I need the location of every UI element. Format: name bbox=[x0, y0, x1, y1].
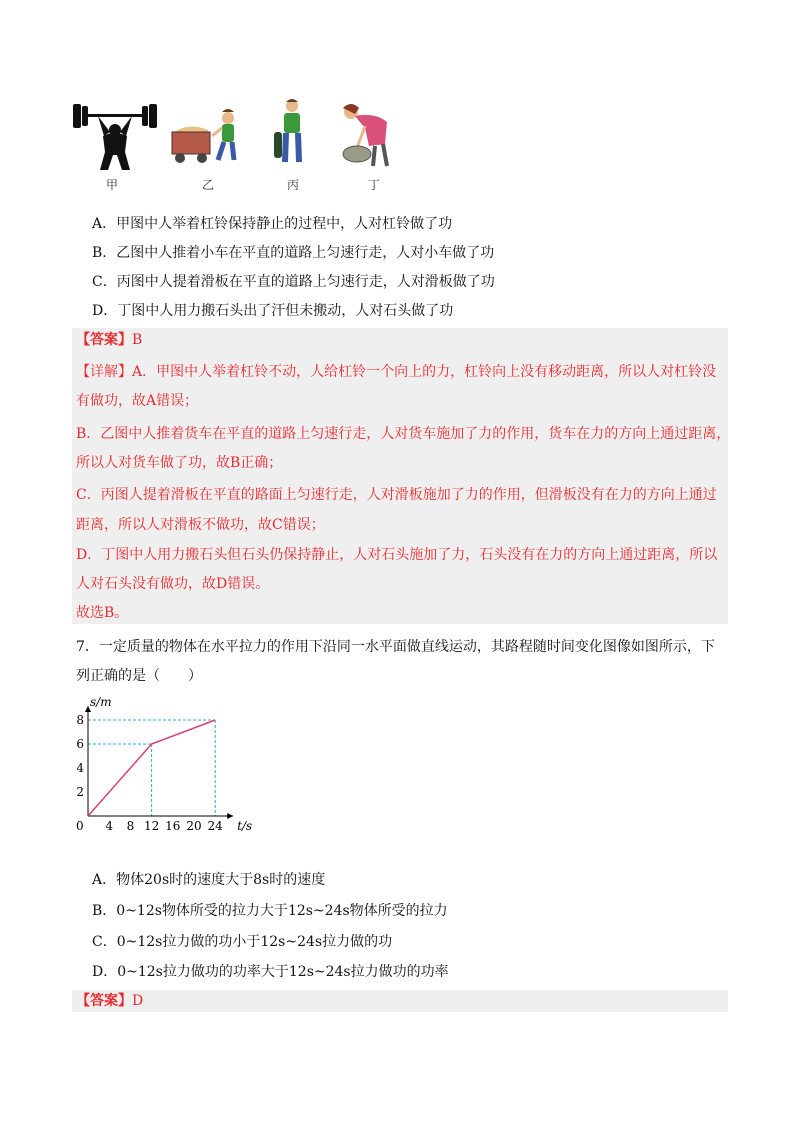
x-axis-label: t/s bbox=[237, 819, 253, 833]
q6-detail-line-5: C．丙图人提着滑板在平直的路面上匀速行走，人对滑板施加了力的作用，但滑板没有在力的方向上通过 bbox=[76, 487, 717, 503]
q7-stem-line-1: 7．一定质量的物体在水平拉力的作用下沿同一水平面做直线运动，其路程随时间变化图像如图所示，下 bbox=[76, 639, 715, 655]
x-tick-label-12: 12 bbox=[143, 819, 160, 833]
q6-detail-line-7: D．丁图中人用力搬石头但石头仍保持静止，人对石头施加了力，石头没有在力的方向上通过距离，所以 bbox=[76, 547, 718, 563]
q6-detail-line-1: 【详解】A．甲图中人举着杠铃不动，人给杠铃一个向上的力，杠铃向上没有移动距离，所以人对杠铃没 bbox=[76, 364, 717, 380]
skateboard-carrier-icon bbox=[270, 96, 310, 168]
q7-option-a: A．物体20s时的速度大于8s时的速度 bbox=[92, 872, 326, 888]
q7-option-b: B．0~12s物体所受的拉力大于12s~24s物体所受的拉力 bbox=[92, 903, 448, 919]
weightlifter-icon bbox=[70, 100, 160, 172]
x-tick-label-20: 20 bbox=[186, 819, 202, 833]
q7-answer-tag: 【答案】 bbox=[76, 993, 132, 1009]
q6-detail-line-9: 故选B。 bbox=[76, 605, 129, 621]
x-axis-arrow bbox=[227, 813, 233, 819]
q7-option-d: D．0~12s拉力做功的功率大于12s~24s拉力做功的功率 bbox=[92, 964, 449, 980]
q6-detail-line-3: B．乙图中人推着货车在平直的道路上匀速行走，人对货车施加了力的作用，货车在力的方向上通过距离， bbox=[76, 426, 731, 442]
q7-option-c: C．0~12s拉力做的功小于12s~24s拉力做的功 bbox=[92, 934, 393, 950]
x-tick-label-24: 24 bbox=[207, 819, 223, 833]
y-tick-label-8: 8 bbox=[76, 713, 84, 727]
cart-pusher-icon bbox=[168, 100, 248, 170]
q6-detail-line-2: 有做功，故A错误； bbox=[76, 393, 199, 409]
q6-answer-value: B bbox=[132, 332, 143, 348]
y-tick-label-6: 6 bbox=[76, 737, 84, 751]
q7-stem-line-2: 列正确的是（ ） bbox=[76, 668, 202, 684]
q6-detail-line-6: 距离，所以人对滑板不做功，故C错误； bbox=[76, 517, 325, 533]
figure-label-jia: 甲 bbox=[106, 178, 119, 192]
figure-label-ding: 丁 bbox=[368, 178, 381, 192]
stone-lifter-icon bbox=[335, 98, 405, 170]
x-tick-label-16: 16 bbox=[165, 819, 181, 833]
y-tick-label-4: 4 bbox=[76, 761, 84, 775]
q6-option-a: A．甲图中人举着杠铃保持静止的过程中，人对杠铃做了功 bbox=[92, 216, 453, 232]
q6-option-d: D．丁图中人用力搬石头出了汗但未搬动，人对石头做了功 bbox=[92, 303, 454, 319]
y-tick-label-2: 2 bbox=[76, 785, 84, 799]
x-tick-label-4: 4 bbox=[105, 819, 114, 833]
x-tick-label-0: 0 bbox=[76, 819, 84, 833]
q6-detail-line-8: 人对石头没有做功，故D错误。 bbox=[76, 576, 270, 592]
q6-answer-tag: 【答案】 bbox=[76, 332, 132, 348]
figure-label-bing: 丙 bbox=[287, 178, 300, 192]
distance-time-chart bbox=[68, 690, 268, 840]
q6-option-c: C．丙图中人提着滑板在平直的道路上匀速行走，人对滑板做了功 bbox=[92, 274, 495, 290]
y-axis-label: s/m bbox=[90, 695, 112, 709]
q7-answer-value: D bbox=[132, 993, 144, 1009]
q6-option-b: B．乙图中人推着小车在平直的道路上匀速行走，人对小车做了功 bbox=[92, 245, 495, 261]
x-tick-label-8: 8 bbox=[126, 819, 135, 833]
q6-detail-line-4: 所以人对货车做了功，故B正确； bbox=[76, 455, 283, 471]
figure-label-yi: 乙 bbox=[202, 178, 215, 192]
q7-answer bbox=[76, 991, 143, 1011]
q6-answer bbox=[76, 330, 142, 350]
q7-answer-box bbox=[72, 990, 728, 1012]
